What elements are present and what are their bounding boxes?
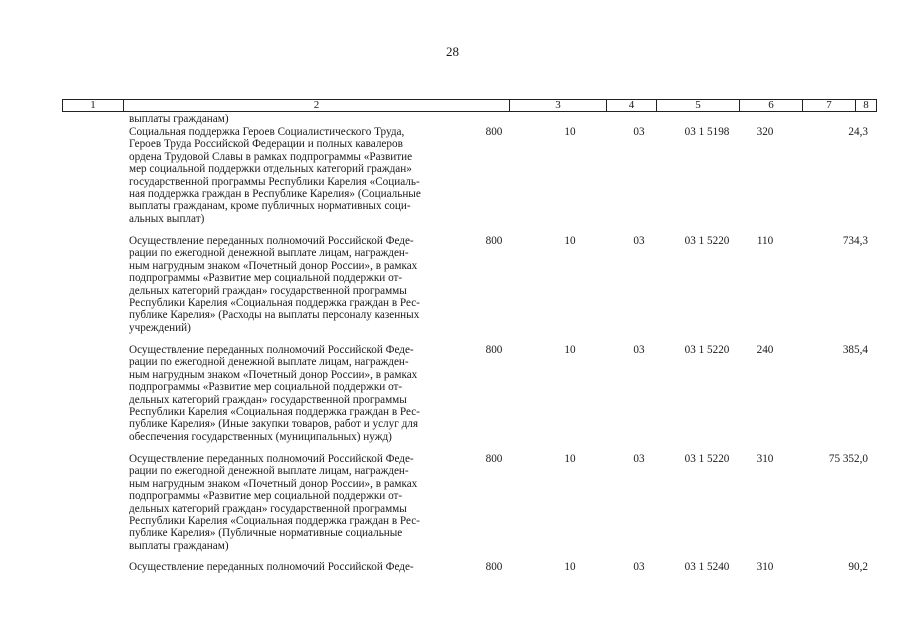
row-col-3: 800 — [485, 126, 503, 138]
row-col-8: 24,3 — [848, 126, 868, 138]
row-description: Осуществление переданных полномочий Российской Феде- — [129, 561, 414, 573]
row-col-5: 03 — [633, 561, 645, 573]
row-col-7: 240 — [756, 344, 774, 356]
header-col-2: 2 — [123, 100, 509, 111]
page-number: 28 — [446, 44, 459, 59]
header-col-1: 1 — [90, 99, 96, 111]
row-col-6: 03 1 5240 — [684, 561, 730, 573]
row-description: Социальная поддержка Героев Социалистического Труда, Героев Труда Российской Федерации и полных кавалеров ордена Трудовой Славы в рамках подпрограммы «Развитие мер социальной поддержки отдельных категорий граждан» государственной программы Республики Карелия «Социаль- ная поддержка граждан в Республике Карелия» (Социальные выплаты гражданам, кроме публичных нормативных соци- альных выплат) — [129, 126, 421, 225]
row-col-6: 03 1 5198 — [684, 126, 730, 138]
table-header-row — [62, 99, 877, 112]
row-col-4: 10 — [564, 453, 576, 465]
row-col-6: 03 1 5220 — [684, 235, 730, 247]
row-col-5: 03 — [633, 344, 645, 356]
row-col-7: 310 — [756, 453, 774, 465]
header-col-5: 5 — [656, 100, 739, 111]
header-col-8: 8 — [855, 100, 876, 111]
row-col-5: 03 — [633, 453, 645, 465]
row-description: Осуществление переданных полномочий Российской Феде- рации по ежегодной денежной выплате лицам, награжден- ным нагрудным знаком «Почетный донор России», в рамках подпрограммы «Развитие мер социальной поддержки от- дельных категорий граждан» государственной программы Республики Карелия «Социальная поддержка граждан в Рес- публике Карелия» (Расходы на выплаты персоналу казенных учреждений) — [129, 235, 420, 334]
row-col-6: 03 1 5220 — [684, 344, 730, 356]
header-col-4: 4 — [606, 100, 656, 111]
row-col-4: 10 — [564, 235, 576, 247]
row-col-8: 734,3 — [842, 235, 868, 247]
row-col-3: 800 — [485, 235, 503, 247]
header-col-3: 3 — [509, 100, 606, 111]
row-col-4: 10 — [564, 561, 576, 573]
row-description: Осуществление переданных полномочий Российской Феде- рации по ежегодной денежной выплате лицам, награжден- ным нагрудным знаком «Почетный донор России», в рамках подпрограммы «Развитие мер социальной поддержки от- дельных категорий граждан» государственной программы Республики Карелия «Социальная поддержка граждан в Рес- публике Карелия» (Иные закупки товаров, работ и услуг для обеспечения государственных (муниципальных) нужд) — [129, 344, 420, 443]
row-col-8: 90,2 — [848, 561, 868, 573]
row-col-8: 75 352,0 — [828, 453, 868, 465]
row-col-7: 310 — [756, 561, 774, 573]
header-col-6: 6 — [739, 100, 802, 111]
row-col-4: 10 — [564, 126, 576, 138]
row-col-3: 800 — [485, 453, 503, 465]
header-col-7: 7 — [802, 100, 855, 111]
row-col-7: 320 — [756, 126, 774, 138]
row-col-5: 03 — [633, 126, 645, 138]
row-col-7: 110 — [756, 235, 774, 247]
row-description: Осуществление переданных полномочий Российской Феде- рации по ежегодной денежной выплате лицам, награжден- ным нагрудным знаком «Почетный донор России», в рамках подпрограммы «Развитие мер социальной поддержки от- дельных категорий граждан» государственной программы Республики Карелия «Социальная поддержка граждан в Рес- публике Карелия» (Публичные нормативные социальные выплаты гражданам) — [129, 453, 420, 552]
row-col-8: 385,4 — [842, 344, 868, 356]
row-col-3: 800 — [485, 344, 503, 356]
row-col-3: 800 — [485, 561, 503, 573]
row-col-5: 03 — [633, 235, 645, 247]
row-col-6: 03 1 5220 — [684, 453, 730, 465]
row-description: выплаты гражданам) — [129, 113, 229, 125]
row-col-4: 10 — [564, 344, 576, 356]
